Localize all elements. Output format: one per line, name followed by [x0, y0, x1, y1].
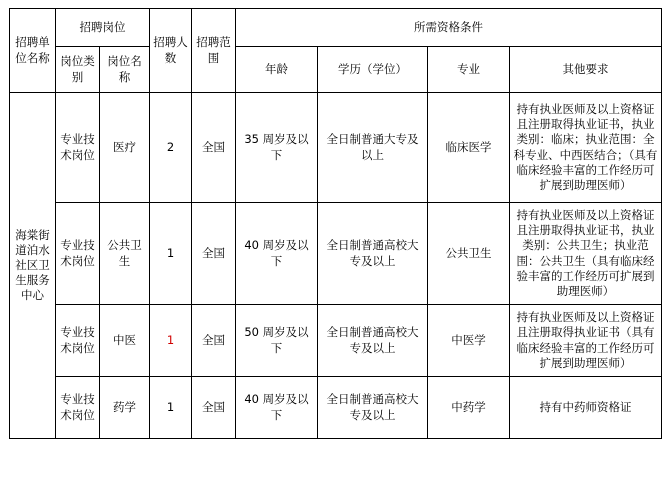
cell-position-name: 中医: [100, 305, 150, 377]
cell-age: 40 周岁及以下: [236, 203, 318, 305]
header-position-name: 岗位名称: [100, 47, 150, 93]
cell-position-name: 药学: [100, 377, 150, 439]
header-count: 招聘人数: [150, 9, 192, 93]
cell-count: 1: [150, 377, 192, 439]
cell-major: 公共卫生: [428, 203, 510, 305]
cell-count: 2: [150, 93, 192, 203]
cell-position-name: 公共卫生: [100, 203, 150, 305]
table-header-row-top: [10, 9, 662, 47]
header-position-group: 招聘岗位: [56, 9, 150, 47]
cell-position-category: 专业技术岗位: [56, 93, 100, 203]
cell-count: 1: [150, 305, 192, 377]
cell-unit-name: 海棠街道泊水社区卫生服务中心: [10, 93, 56, 439]
cell-education: 全日制普通大专及以上: [318, 93, 428, 203]
recruitment-table: [9, 8, 662, 439]
cell-education: 全日制普通高校大专及以上: [318, 305, 428, 377]
cell-age: 35 周岁及以下: [236, 93, 318, 203]
cell-age: 50 周岁及以下: [236, 305, 318, 377]
cell-education: 全日制普通高校大专及以上: [318, 377, 428, 439]
table-row: [10, 93, 662, 203]
header-scope: 招聘范围: [192, 9, 236, 93]
header-major: 专业: [428, 47, 510, 93]
header-other-requirements: 其他要求: [510, 47, 662, 93]
cell-scope: 全国: [192, 93, 236, 203]
cell-position-category: 专业技术岗位: [56, 377, 100, 439]
cell-position-category: 专业技术岗位: [56, 203, 100, 305]
table-row: [10, 305, 662, 377]
header-position-category: 岗位类别: [56, 47, 100, 93]
table-header-row-sub: [10, 47, 662, 93]
cell-scope: 全国: [192, 203, 236, 305]
cell-age: 40 周岁及以下: [236, 377, 318, 439]
cell-education: 全日制普通高校大专及以上: [318, 203, 428, 305]
cell-position-category: 专业技术岗位: [56, 305, 100, 377]
header-unit-name: 招聘单位名称: [10, 9, 56, 93]
cell-major: 中药学: [428, 377, 510, 439]
header-education: 学历（学位）: [318, 47, 428, 93]
table-row: [10, 203, 662, 305]
cell-position-name: 医疗: [100, 93, 150, 203]
cell-scope: 全国: [192, 305, 236, 377]
cell-scope: 全国: [192, 377, 236, 439]
cell-other-requirements: 持有执业医师及以上资格证且注册取得执业证书，执业类别：临床；执业范围：全科专业、中西医结合；（具有临床经验丰富的工作经历可扩展到助理医师）: [510, 93, 662, 203]
header-age: 年龄: [236, 47, 318, 93]
header-qualifications-group: 所需资格条件: [236, 9, 662, 47]
table-row: [10, 377, 662, 439]
cell-other-requirements: 持有执业医师及以上资格证且注册取得执业证书（具有临床经验丰富的工作经历可扩展到助理医师）: [510, 305, 662, 377]
cell-major: 临床医学: [428, 93, 510, 203]
cell-count: 1: [150, 203, 192, 305]
cell-major: 中医学: [428, 305, 510, 377]
cell-other-requirements: 持有执业医师及以上资格证且注册取得执业证书，执业类别：公共卫生；执业范围：公共卫生（具有临床经验丰富的工作经历可扩展到助理医师）: [510, 203, 662, 305]
cell-other-requirements: 持有中药师资格证: [510, 377, 662, 439]
